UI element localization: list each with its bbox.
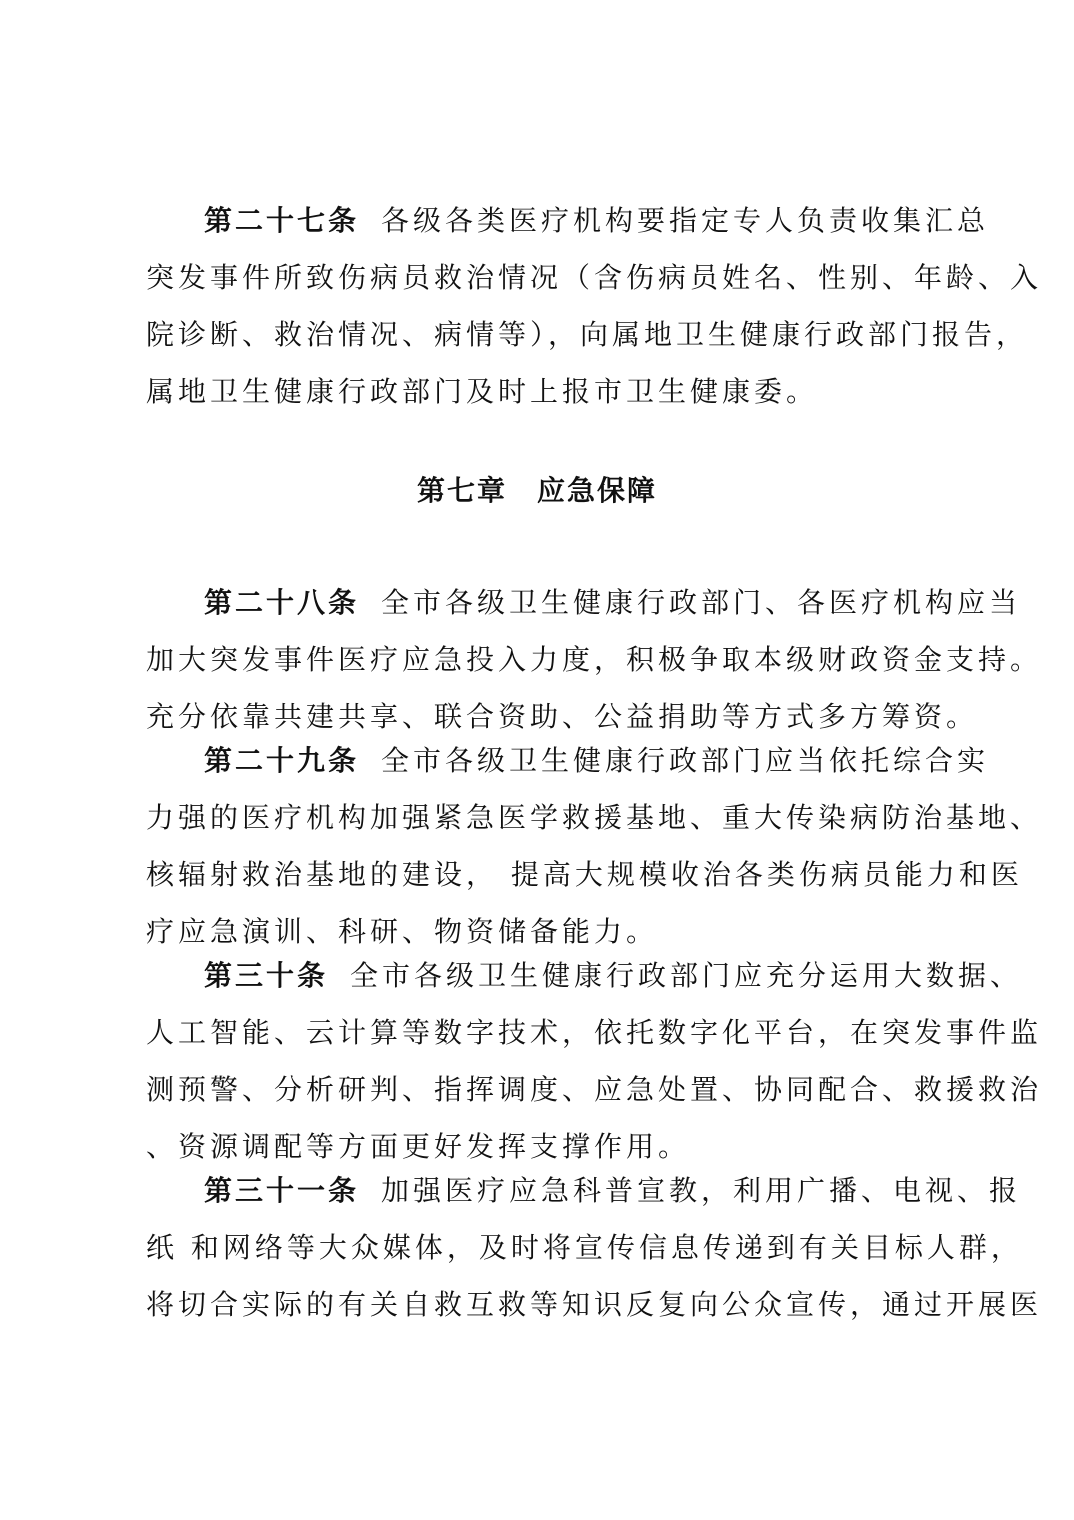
article-30-text: 全市各级卫生健康行政部门应充分运用大数据、: [350, 959, 1023, 992]
article-29-line-3: 核辐射救治基地的建设， 提高大规模收治各类伤病员能力和医: [146, 858, 1023, 891]
article-28-text: 全市各级卫生健康行政部门、各医疗机构应当: [381, 586, 1022, 619]
article-29-label: 第二十九条: [204, 744, 360, 777]
article-31-text: 加强医疗应急科普宣教，利用广播、电视、报: [381, 1174, 1022, 1207]
article-31-label: 第三十一条: [204, 1174, 360, 1207]
article-27-label: 第二十七条: [204, 204, 360, 237]
article-27-line-2: 突发事件所致伤病员救治情况（含伤病员姓名、性别、年龄、入: [146, 261, 1043, 294]
article-27-line-4: 属地卫生健康行政部门及时上报市卫生健康委。: [146, 375, 819, 408]
chapter-heading: [0, 466, 1074, 516]
article-28-line-3: 充分依靠共建共享、联合资助、公益捐助等方式多方筹资。: [146, 700, 979, 733]
article-29-line-4: 疗应急演训、科研、物资储备能力。: [146, 915, 659, 948]
article-31-line-2: 纸 和网络等大众媒体，及时将宣传信息传递到有关目标人群，: [146, 1231, 1023, 1264]
article-29-line-2: 力强的医疗机构加强紧急医学救援基地、重大传染病防治基地、: [146, 801, 1043, 834]
article-28-label: 第二十八条: [204, 586, 360, 619]
chapter-number: 第七章: [416, 474, 507, 507]
article-29-text: 全市各级卫生健康行政部门应当依托综合实: [381, 744, 990, 777]
article-28-line-2: 加大突发事件医疗应急投入力度，积极争取本级财政资金支持。: [146, 643, 1043, 676]
article-30-line-1: [204, 952, 1023, 1000]
article-27-text: 各级各类医疗机构要指定专人负责收集汇总: [381, 204, 990, 237]
article-30-label: 第三十条: [204, 959, 329, 992]
article-30-line-3: 测预警、分析研判、指挥调度、应急处置、协同配合、救援救治: [146, 1073, 1043, 1106]
article-29-line-1: [204, 737, 990, 785]
article-28-line-1: [204, 579, 1022, 627]
article-27-line-3: 院诊断、救治情况、病情等），向属地卫生健康行政部门报告，: [146, 318, 1029, 351]
chapter-title: 应急保障: [537, 474, 658, 507]
article-31-line-3: 将切合实际的有关自救互救等知识反复向公众宣传，通过开展医: [146, 1288, 1043, 1321]
article-30-line-2: 人工智能、云计算等数字技术，依托数字化平台，在突发事件监: [146, 1016, 1043, 1049]
article-27-line-1: [204, 197, 990, 245]
article-31-line-1: [204, 1167, 1022, 1215]
article-30-line-4: 、资源调配等方面更好发挥支撑作用。: [146, 1130, 691, 1163]
